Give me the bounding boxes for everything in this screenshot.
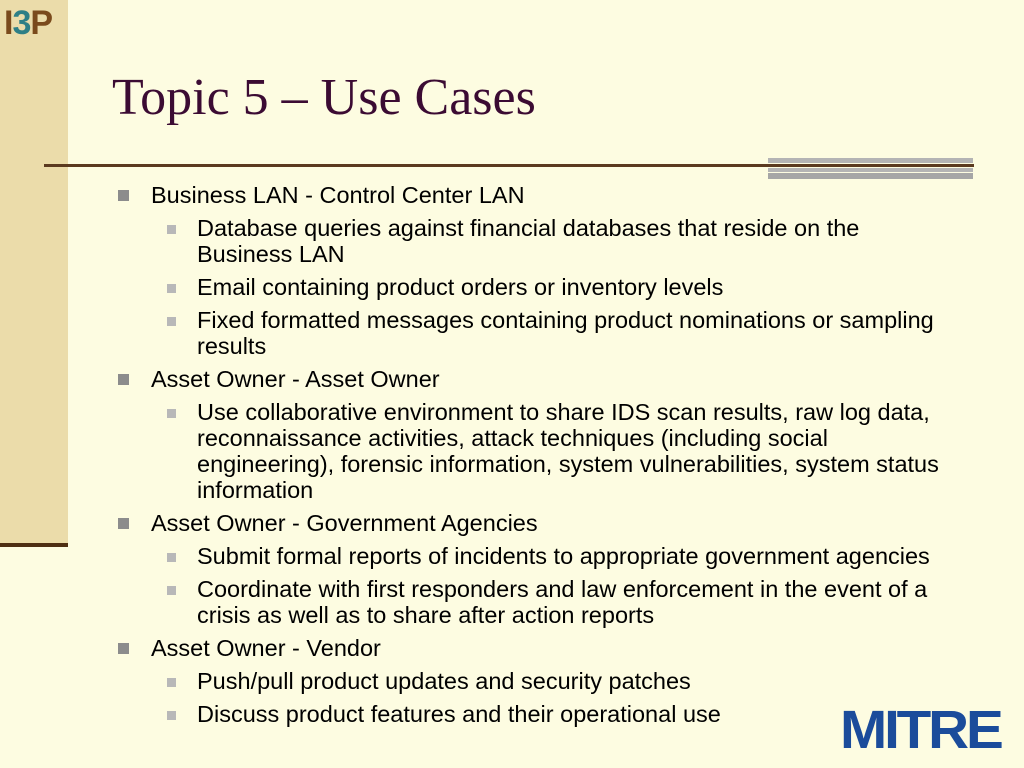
section-heading [118,366,978,392]
sub-bullet-text: Push/pull product updates and security patches [197,668,691,694]
sub-bullet [118,668,978,694]
sub-bullet [118,274,978,300]
section-heading-text: Business LAN - Control Center LAN [151,182,525,208]
square-bullet-icon [167,711,176,720]
section-heading-text: Asset Owner - Government Agencies [151,510,538,536]
section-heading [118,182,978,208]
accent-bar [768,173,973,179]
section-heading [118,510,978,536]
sub-bullet [118,307,978,359]
sub-bullet [118,543,978,569]
i3p-logo-letter-i: I [4,4,13,42]
side-band-rule [0,543,68,547]
square-bullet-icon [167,553,176,562]
square-bullet-icon [118,190,129,201]
square-bullet-icon [118,374,129,385]
i3p-logo-letter-p: P [30,4,53,42]
sub-bullet [118,576,978,628]
square-bullet-icon [118,518,129,529]
i3p-logo [4,4,66,42]
bullet-list [118,182,978,727]
sub-bullet-text: Use collaborative environment to share IDS scan results, raw log data, reconnaissance activities, attack techniques (including social engineering), forensic information, system vulnerabilities, system status information [197,399,939,503]
accent-bar [768,168,973,172]
section-heading-text: Asset Owner - Asset Owner [151,366,440,392]
sub-bullet-text: Email containing product orders or inventory levels [197,274,724,300]
square-bullet-icon [167,586,176,595]
square-bullet-icon [167,317,176,326]
square-bullet-icon [167,225,176,234]
sub-bullet-text: Database queries against financial databases that reside on the Business LAN [197,215,860,267]
section-heading [118,635,978,661]
sub-bullet [118,215,978,267]
i3p-logo-digit-3: 3 [12,4,31,42]
mitre-logo: MITRE [840,700,1001,760]
sub-bullet-text: Discuss product features and their operational use [197,701,721,727]
slide-title: Topic 5 – Use Cases [112,69,536,126]
accent-bar [768,158,973,163]
section-heading-text: Asset Owner - Vendor [151,635,381,661]
square-bullet-icon [118,643,129,654]
sub-bullet-text: Coordinate with first responders and law enforcement in the event of a crisis as well as to share after action reports [197,576,928,628]
square-bullet-icon [167,678,176,687]
sub-bullet-text: Fixed formatted messages containing product nominations or sampling results [197,307,934,359]
title-accent-bars [768,158,973,180]
square-bullet-icon [167,284,176,293]
sub-bullet-text: Submit formal reports of incidents to appropriate government agencies [197,543,930,569]
square-bullet-icon [167,409,176,418]
sub-bullet [118,399,978,503]
side-band [0,0,68,546]
